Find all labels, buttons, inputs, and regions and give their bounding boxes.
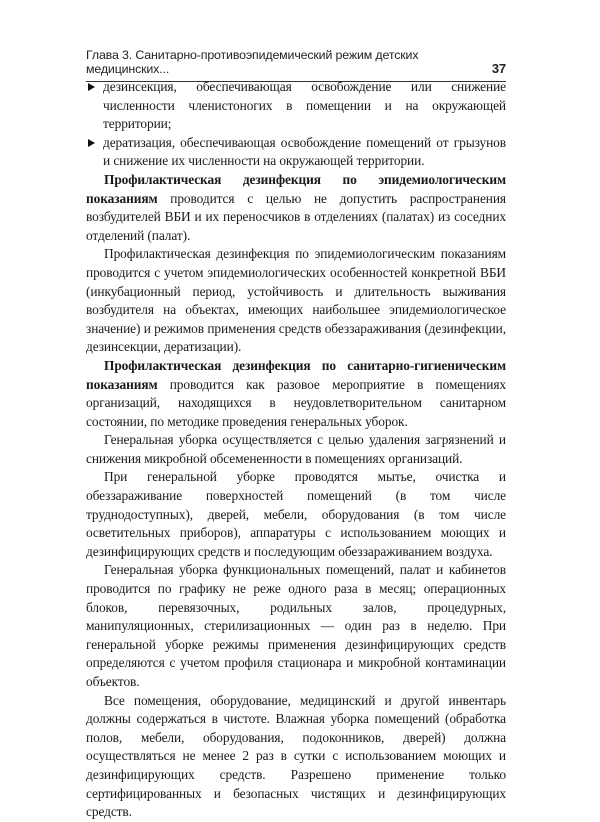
paragraph [86,692,506,822]
running-title: Глава 3. Санитарно-противоэпидемический режим детских медицинских... [86,48,419,76]
page-body [86,78,506,822]
paragraph [86,561,506,691]
paragraph [86,357,506,431]
paragraph-text: Генеральная уборка функциональных помещений, палат и кабинетов проводится по графику не реже одного раза в месяц; операционных блоков, перевязочных, родильных залов, процедурных, манипуляционных, стерилизационных — один раз в неделю. При генеральной уборке режимы применения дезинфицирующих средств определяются с учетом профиля стационара и микробной контаминации объектов. [86,562,506,689]
paragraph-term: Профилактическая дезинфекция по санитарно-гигиеническим показаниям [86,357,506,392]
page-number: 37 [491,61,506,76]
list-item-text: дератизация, обеспечивающая освобождение помещений от грызунов и снижение их численности на окружающей территории. [103,134,506,169]
paragraph-term: Профилактическая дезинфекция по эпидемиологическим показаниям [86,171,506,206]
paragraph-text: Профилактическая дезинфекция по эпидемиологическим показаниям проводится с учетом эпидемиологических особенностей конкретной ВБИ (инкубационный период, устойчивость и длительность выживания возбудителя на объектах, имеющих наибольшее эпидемиологическое значение) и режимов применения средств обеззараживания (дезинфекции, дезинсекции, дератизации). [86,246,506,355]
paragraph [86,431,506,468]
paragraph-text: Все помещения, оборудование, медицинский и другой инвентарь должны содержаться в чистоте. Влажная уборка помещений (обработка полов, мебели, оборудования, подоконников, дверей) должна осуществляться не менее 2 раз в сутки с использованием моющих и дезинфицирующих средств. Разрешено применение только сертифицированных и безопасных чистящих и дезинфицирующих средств. [86,692,506,820]
running-header [86,48,506,82]
paragraph [86,468,506,561]
triangle-bullet-icon [88,139,95,147]
list-item [86,78,506,134]
list-item-text: дезинсекция, обеспечивающая освобождение или снижение численности членистоногих в помещении и на окружающей территории; [103,79,506,132]
paragraph [86,245,506,357]
paragraph [86,171,506,245]
paragraph-text: При генеральной уборке проводятся мытье, очистка и обеззараживание поверхностей помещений (в том числе труднодоступных), дверей, мебели, оборудования (в том числе осветительных приборов), аппаратуры с использованием моющих и дезинфицирующих средств и последующим обеззараживанием воздуха. [86,469,506,559]
paragraph-text: Генеральная уборка осуществляется с целью удаления загрязнений и снижения микробной обсемененности в помещениях организаций. [86,432,506,466]
list-item [86,134,506,171]
paragraph-text: проводится как разовое мероприятие в помещениях организаций, находящихся в неудовлетворительном санитарном состоянии, по методике проведения генеральных уборок. [86,376,506,429]
paragraph-text: проводится с целью не допустить распространения возбудителей ВБИ и их переносчиков в отделениях (палатах) из соседних отделений (палат). [86,190,506,243]
triangle-bullet-icon [88,83,95,91]
